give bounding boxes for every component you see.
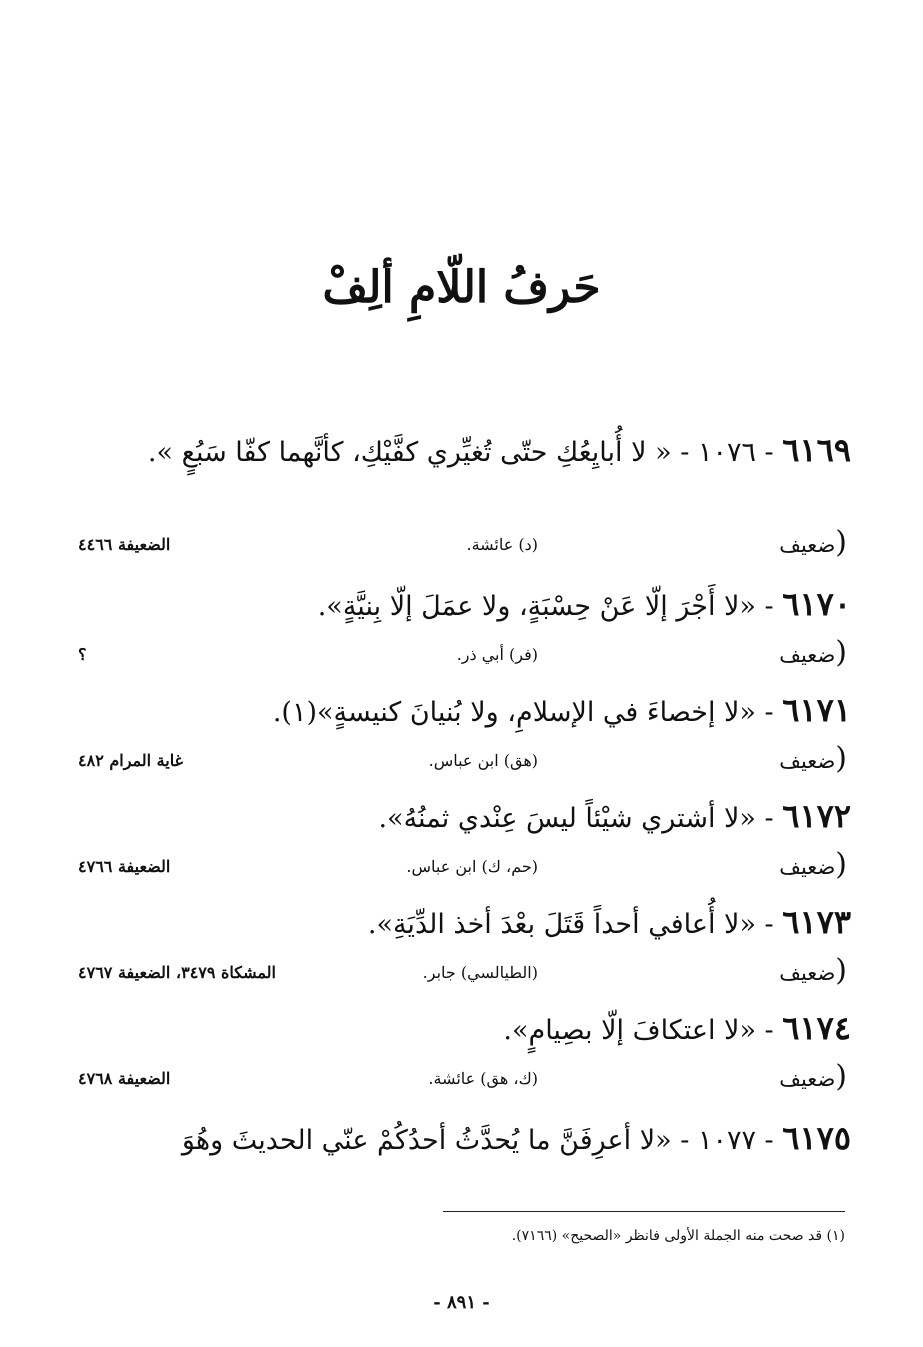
reference-label: المشكاة ٣٤٧٩، الضعيفة ٤٧٦٧	[78, 963, 276, 982]
hadith-number: ٦١٧٥	[782, 1119, 851, 1157]
hadith-number: ٦١٦٩	[782, 431, 851, 469]
hadith-text: - «لا أُعافي أحداً قَتَلَ بعْدَ أخذ الدِّيَةِ».	[367, 909, 783, 940]
grade-label: (ضعيف	[779, 635, 847, 670]
hadith-number: ٦١٧١	[782, 691, 851, 729]
source-label: (هق) ابن عباس.	[428, 751, 538, 770]
grade-label: (ضعيف	[779, 847, 847, 882]
section-heading: حَرفُ اللّامِ ألِفْ	[322, 262, 601, 313]
hadith-number: ٦١٧٣	[782, 903, 851, 941]
hadith-entry	[182, 1108, 851, 1171]
hadith-text: - «لا اعتكافَ إلّا بصِيامٍ».	[503, 1015, 783, 1046]
hadith-text: - «لا إخصاءَ في الإسلامِ، ولا بُنيانَ كنيسةٍ»(١).	[272, 697, 783, 728]
footnote: (١) قد صحت منه الجملة الأولى فانظر «الصحيح» (٧١٦٦).	[511, 1228, 845, 1244]
footnote-divider	[443, 1211, 845, 1212]
grade-label: (ضعيف	[779, 741, 847, 776]
grade-label: (ضعيف	[779, 953, 847, 988]
hadith-text: - «لا أشتري شيْئاً ليسَ عِنْدي ثمنُهُ».	[378, 803, 783, 834]
reference-label: الضعيفة ٤٧٦٦	[78, 857, 171, 876]
reference-label: ؟	[78, 645, 87, 664]
source-label: (فر) أبي ذر.	[456, 645, 538, 664]
source-label: (الطيالسي) جابر.	[422, 963, 538, 982]
source-label: (د) عائشة.	[466, 535, 538, 554]
hadith-text: - ١٠٧٧ - «لا أعرِفَنَّ ما يُحدَّثُ أحدُكُمْ عنّي الحديثَ وهُوَ	[181, 1125, 783, 1156]
hadith-entry	[503, 998, 851, 1061]
hadith-number: ٦١٧٤	[782, 1009, 851, 1047]
reference-label: الضعيفة ٤٧٦٨	[78, 1069, 171, 1088]
page-number: - ٨٩١ -	[433, 1292, 490, 1313]
hadith-entry	[368, 892, 851, 955]
source-label: (ك، هق) عائشة.	[428, 1069, 538, 1088]
hadith-entry	[378, 786, 851, 849]
hadith-number: ٦١٧٢	[782, 797, 851, 835]
reference-label: غاية المرام ٤٨٢	[78, 751, 183, 770]
hadith-entry	[273, 680, 851, 743]
source-label: (حم، ك) ابن عباس.	[406, 857, 538, 876]
grade-label: (ضعيف	[779, 525, 847, 560]
hadith-entry	[318, 574, 851, 637]
hadith-text: - «لا أَجْرَ إلّا عَنْ حِسْبَةٍ، ولا عمَلَ إلّا بِنيَّةٍ».	[317, 591, 783, 622]
grade-label: (ضعيف	[779, 1059, 847, 1094]
reference-label: الضعيفة ٤٤٦٦	[78, 535, 171, 554]
hadith-number: ٦١٧٠	[782, 585, 851, 623]
hadith-entry	[136, 420, 851, 483]
hadith-text: - ١٠٧٦ - « لا أُبايِعُكِ حتّى تُغيِّري كفَّيْكِ، كأنَّهما كفّا سَبُعٍ ».	[147, 437, 783, 468]
